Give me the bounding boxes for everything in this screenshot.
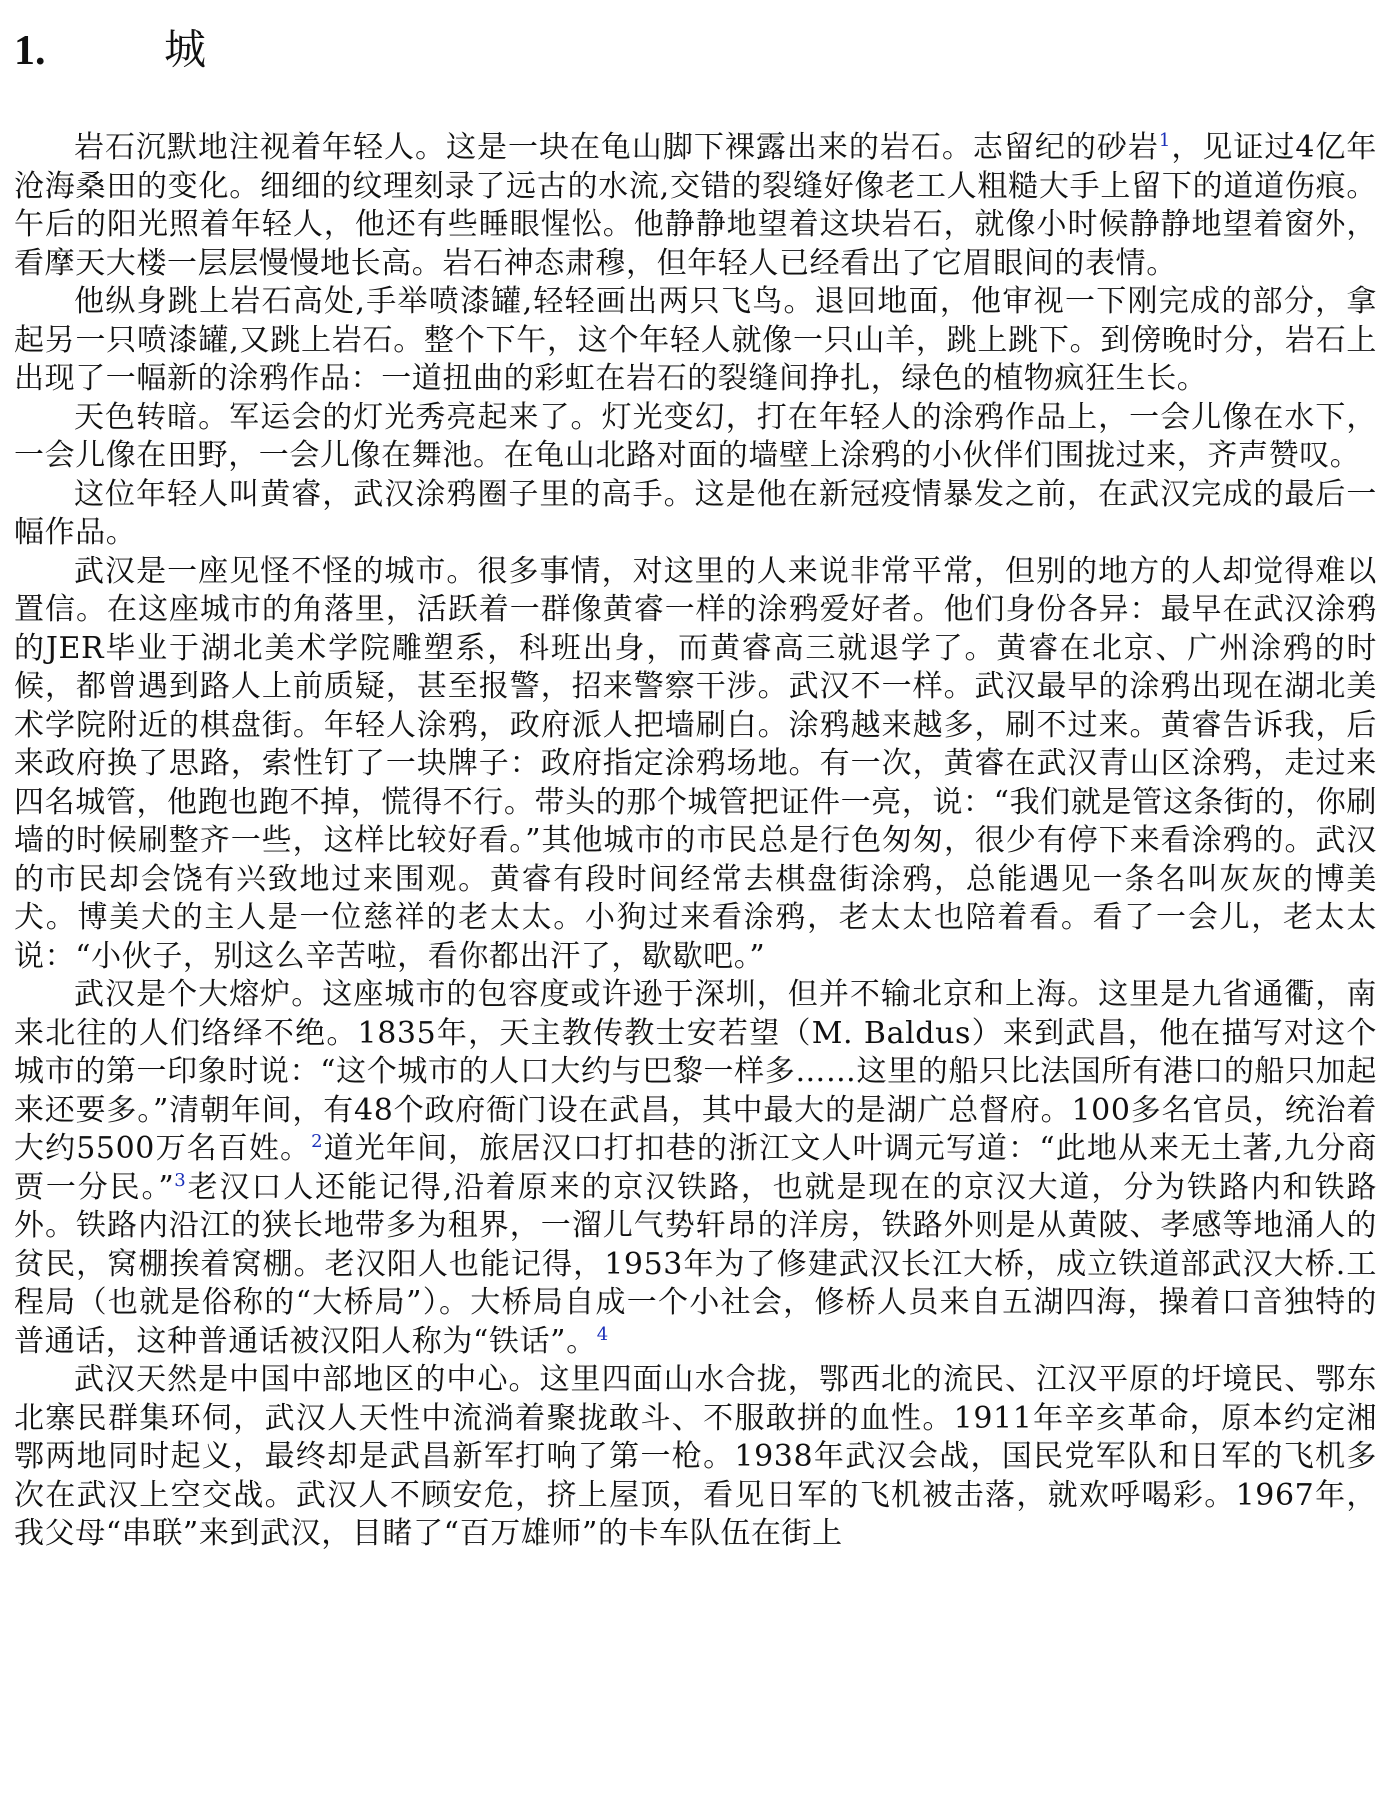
- paragraph-text: ，见证过4亿年沧海桑田的变化。细细的纹理刻录了远古的水流,交错的裂缝好像老工人粗糙大手上留下的道道伤痕。午后的阳光照着年轻人，他还有些睡眼惺忪。他静静地望着这块岩石，就像小时候静静地望着窗外，看摩天大楼一层层慢慢地长高。岩石神态肃穆，但年轻人已经看出了它眉眼间的表情。: [14, 130, 1377, 281]
- paragraph-6: [14, 976, 1377, 1361]
- paragraph-4: 这位年轻人叫黄睿，武汉涂鸦圈子里的高手。这是他在新冠疫情暴发之前，在武汉完成的最后一幅作品。: [14, 476, 1377, 550]
- footnote-ref-4[interactable]: 4: [596, 1323, 609, 1345]
- footnote-ref-1[interactable]: 1: [1158, 130, 1171, 151]
- chapter-title: 城: [164, 25, 207, 74]
- paragraph-text: 道光年间，旅居汉口打扣巷的浙江文人叶调元写道：“此地从来无土著,九分商贾一分民。”: [14, 1131, 1377, 1205]
- paragraph-5: 武汉是一座见怪不怪的城市。很多事情，对这里的人来说非常平常，但别的地方的人却觉得难以置信。在这座城市的角落里，活跃着一群像黄睿一样的涂鸦爱好者。他们身份各异：最早在武汉涂鸦的JER毕业于湖北美术学院雕塑系，科班出身，而黄睿高三就退学了。黄睿在北京、广州涂鸦的时候，都曾遇到路人上前质疑，甚至报警，招来警察干涉。武汉不一样。武汉最早的涂鸦出现在湖北美术学院附近的棋盘街。年轻人涂鸦，政府派人把墙刷白。涂鸦越来越多，刷不过来。黄睿告诉我，后来政府换了思路，索性钉了一块牌子：政府指定涂鸦场地。有一次，黄睿在武汉青山区涂鸦，走过来四名城管，他跑也跑不掉，慌得不行。带头的那个城管把证件一亮，说：“我们就是管这条街的，你刷墙的时候刷整齐一些，这样比较好看。”其他城市的市民总是行色匆匆，很少有停下来看涂鸦的。武汉的市民却会饶有兴致地过来围观。黄睿有段时间经常去棋盘街涂鸦，总能遇见一条名叫灰灰的博美犬。博美犬的主人是一位慈祥的老太太。小狗过来看涂鸦，老太太也陪着看。看了一会儿，老太太说：“小伙子，别这么辛苦啦，看你都出汗了，歇歇吧。”: [14, 553, 1377, 974]
- paragraph-7: 武汉天然是中国中部地区的中心。这里四面山水合拢，鄂西北的流民、江汉平原的圩境民、鄂东北寨民群集环伺，武汉人天性中流淌着聚拢敢斗、不服敢拼的血性。1911年辛亥革命，原本约定湘鄂两地同时起义，最终却是武昌新军打响了第一枪。1938年武汉会战，国民党军队和日军的飞机多次在武汉上空交战。武汉人不顾安危，挤上屋顶，看见日军的飞机被击落，就欢呼喝彩。1967年，我父母“串联”来到武汉，目睹了“百万雄师”的卡车队伍在街上: [14, 1362, 1377, 1551]
- paragraph-3: 天色转暗。军运会的灯光秀亮起来了。灯光变幻，打在年轻人的涂鸦作品上，一会儿像在水下，一会儿像在田野，一会儿像在舞池。在龟山北路对面的墙壁上涂鸦的小伙伴们围拢过来，齐声赞叹。: [14, 399, 1377, 473]
- footnote-ref-2[interactable]: 2: [311, 1131, 324, 1152]
- paragraph-text: 武汉是个大熔炉。这座城市的包容度或许逊于深圳，但并不输北京和上海。这里是九省通衢，南来北往的人们络绎不绝。1835年，天主教传教士安若望（M. Baldus）来到武昌，他在描写对这个城市的第一印象时说：“这个城市的人口大约与巴黎一样多……这里的船只比法国所有港口的船只加起来还要多。”清朝年间，有48个政府衙门设在武昌，其中最大的是湖广总督府。100多名官员，统治着大约5500万名百姓。: [14, 977, 1377, 1166]
- paragraph-2: 他纵身跳上岩石高处,手举喷漆罐,轻轻画出两只飞鸟。退回地面，他审视一下刚完成的部分，拿起另一只喷漆罐,又跳上岩石。整个下午，这个年轻人就像一只山羊，跳上跳下。到傍晚时分，岩石上出现了一幅新的涂鸦作品：一道扭曲的彩虹在岩石的裂缝间挣扎，绿色的植物疯狂生长。: [14, 284, 1377, 396]
- paragraph-text: 岩石沉默地注视着年轻人。这是一块在龟山脚下裸露出来的岩石。志留纪的砂岩: [74, 130, 1159, 165]
- paragraph-1: [14, 129, 1377, 283]
- chapter-number: 1.: [14, 28, 46, 74]
- paragraph-text: 老汉口人还能记得,沿着原来的京汉铁路，也就是现在的京汉大道，分为铁路内和铁路外。铁路内沿江的狭长地带多为租界，一溜儿气势轩昂的洋房，铁路外则是从黄陂、孝感等地涌人的贫民，窝棚挨着窝棚。老汉阳人也能记得，1953年为了修建武汉长江大桥，成立铁道部武汉大桥.工程局（也就是俗称的“大桥局”）。大桥局自成一个小社会，修桥人员来自五湖四海，操着口音独特的普通话，这种普通话被汉阳人称为“铁话”。: [14, 1169, 1377, 1359]
- chapter-body: [14, 129, 1377, 1554]
- footnote-ref-3[interactable]: 3: [174, 1169, 187, 1191]
- chapter-heading: [14, 22, 1377, 79]
